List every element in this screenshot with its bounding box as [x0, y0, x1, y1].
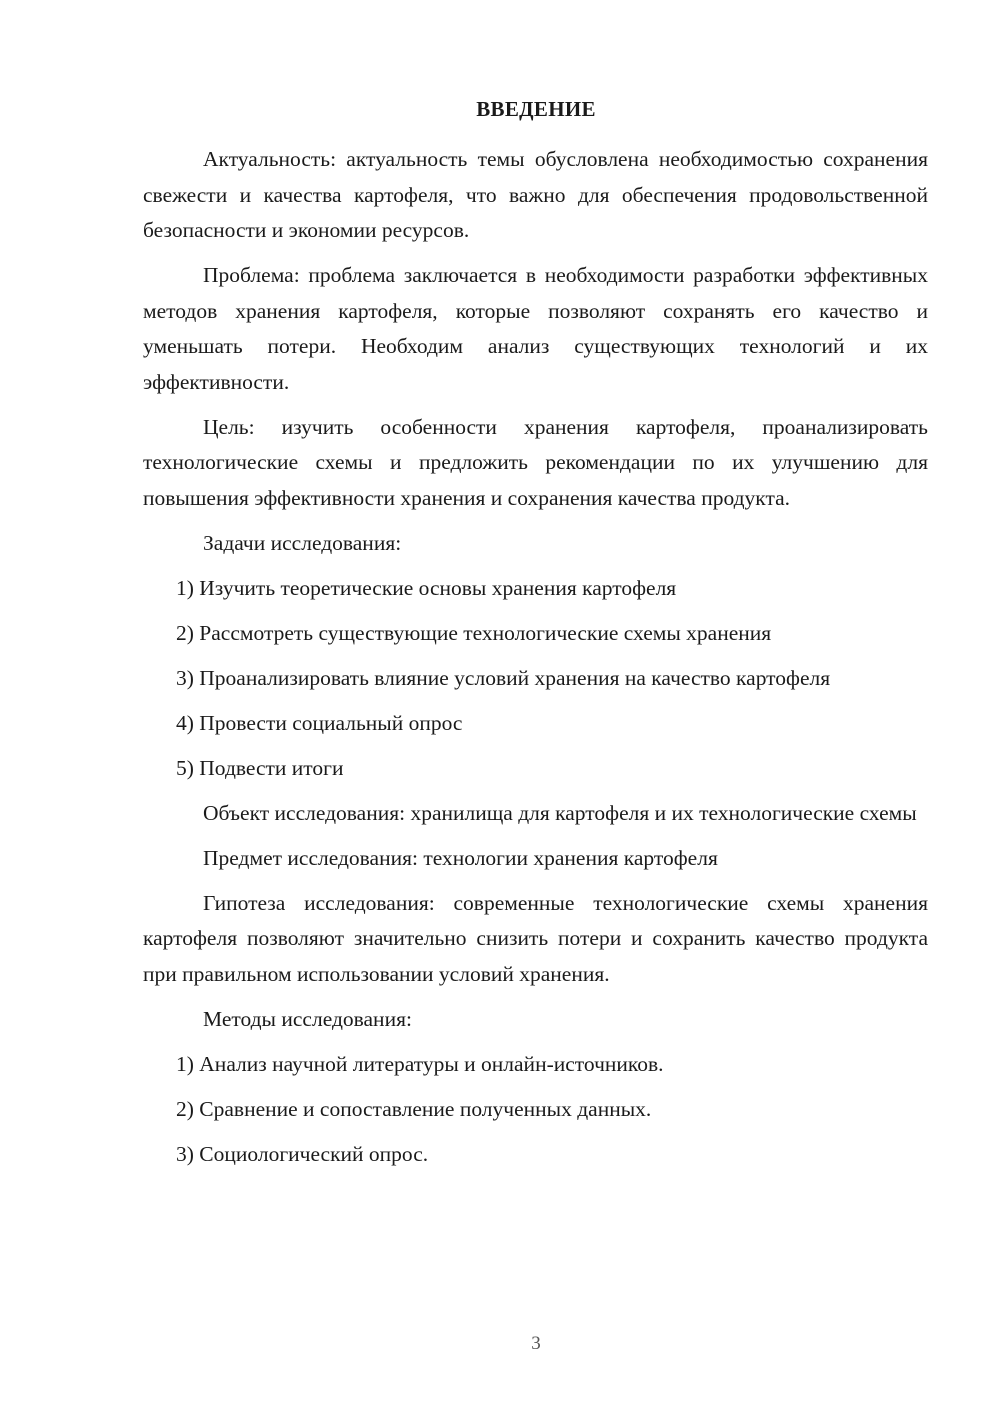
methods-heading: Методы исследования: [203, 1006, 412, 1031]
method-item-3: 3) Социологический опрос. [176, 1141, 429, 1166]
method-item-2: 2) Сравнение и сопоставление полученных данных. [176, 1096, 652, 1121]
paragraph-object: Объект исследования: хранилища для картофеля и их технологические схемы [203, 800, 917, 825]
paragraph-problem: Проблема: проблема заключается в необходимости разработки эффективных методов хранения картофеля, которые позволяют сохранять его качество и уменьшать потери. Необходим анализ существующих технологий и их эффективности. [143, 263, 928, 394]
document-body [143, 142, 928, 1182]
task-item-5: 5) Подвести итоги [176, 755, 344, 780]
paragraph-hypothesis: Гипотеза исследования: современные технологические схемы хранения картофеля позволяют значительно снизить потери и сохранить качество продукта при правильном использовании условий хранения. [143, 890, 928, 986]
page-number: 3 [531, 1333, 541, 1354]
paragraph-goal: Цель: изучить особенности хранения картофеля, проанализировать технологические схемы и предложить рекомендации по их улучшению для повышения эффективности хранения и сохранения качества продукта. [143, 414, 928, 510]
tasks-heading: Задачи исследования: [203, 530, 402, 555]
task-item-4: 4) Провести социальный опрос [176, 710, 463, 735]
method-item-1: 1) Анализ научной литературы и онлайн-источников. [176, 1051, 664, 1076]
paragraph-subject: Предмет исследования: технологии хранения картофеля [203, 845, 718, 870]
task-item-3: 3) Проанализировать влияние условий хранения на качество картофеля [176, 665, 831, 690]
task-item-2: 2) Рассмотреть существующие технологические схемы хранения [176, 620, 772, 645]
task-item-1: 1) Изучить теоретические основы хранения картофеля [176, 575, 677, 600]
page-title: ВВЕДЕНИЕ [476, 97, 596, 121]
paragraph-relevance: Актуальность: актуальность темы обусловлена необходимостью сохранения свежести и качества картофеля, что важно для обеспечения продовольственной безопасности и экономии ресурсов. [143, 147, 928, 242]
